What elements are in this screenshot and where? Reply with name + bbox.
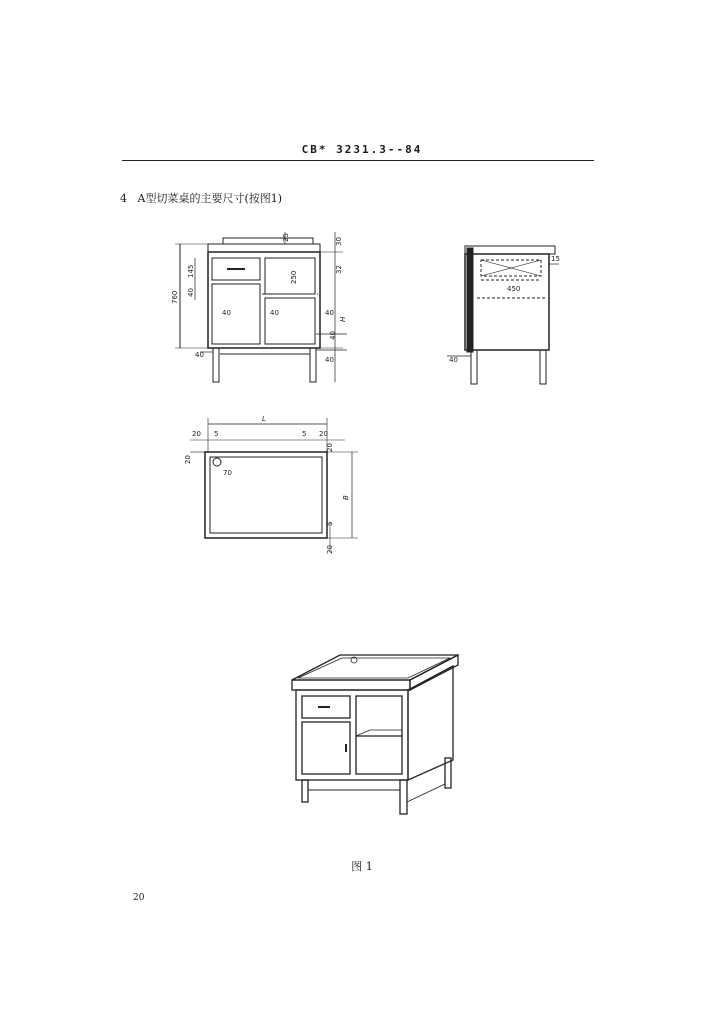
plan-outer [205, 452, 327, 538]
dim-left-margin: 20 [192, 430, 201, 438]
dim-right-lower-inner: 5 [326, 521, 334, 526]
iso-door [302, 722, 350, 774]
side-body [465, 254, 549, 350]
header-rule [122, 160, 594, 161]
dim-depth-inner: 450 [507, 285, 521, 293]
cabinet-body [208, 252, 320, 348]
dim-length-L: L [262, 415, 266, 423]
dim-leg-frame: 40 [449, 356, 458, 364]
isometric-view-drawing [290, 650, 470, 820]
dim-door-left-frame: 40 [222, 309, 231, 317]
section-title: A型切菜桌的主要尺寸(按图1) [137, 192, 283, 205]
dim-right-frame: 40 [325, 309, 334, 317]
dim-drawer-height: 145 [187, 264, 195, 278]
side-top [465, 246, 555, 254]
dim-leg-height: 40 [195, 351, 204, 359]
document-header: CB* 3231.3--84 [301, 143, 423, 156]
dim-upper-open: 250 [290, 270, 298, 284]
dim-door-right-frame: 40 [270, 309, 279, 317]
lower-compartment [265, 298, 315, 344]
section-heading [120, 190, 282, 206]
plan-view-drawing [180, 412, 370, 562]
dim-side-H: H [339, 316, 347, 322]
side-front-frame [467, 248, 473, 352]
dim-width-B: B [342, 495, 350, 500]
dim-top-offset: 25 [282, 233, 290, 242]
iso-leg-front-left [302, 780, 308, 802]
iso-front-frame [296, 690, 408, 780]
dim-top-thickness: 30 [335, 237, 343, 246]
leg-right [310, 348, 316, 382]
dim-right-inner: 5 [302, 430, 307, 438]
leg-left [213, 348, 219, 382]
iso-leg-front-right [400, 780, 407, 814]
iso-open-shelf [356, 696, 402, 774]
dim-mid-frame: 40 [187, 288, 195, 297]
iso-side-panel [408, 666, 453, 780]
door-left [212, 284, 260, 344]
side-view-drawing [447, 238, 562, 388]
iso-top-edge [292, 680, 410, 690]
drain-hole [213, 458, 221, 466]
dim-right-top: 20 [326, 443, 334, 452]
dim-bottom-margin: 20 [326, 545, 334, 554]
front-view-drawing [165, 222, 355, 392]
side-leg-back [540, 350, 546, 384]
dim-right-margin: 20 [319, 430, 328, 438]
page-number: 20 [133, 893, 145, 903]
dim-corner-top: 20 [184, 455, 192, 464]
dim-rail: 15 [551, 255, 560, 263]
section-number: 4 [120, 192, 127, 205]
dim-lower-frame: 40 [329, 331, 337, 340]
dim-overall-height: 760 [171, 290, 179, 304]
dim-left-inner: 5 [214, 430, 219, 438]
table-top [208, 244, 320, 252]
dim-drain-dia: 70 [223, 469, 232, 477]
dim-bottom-right: 40 [325, 356, 334, 364]
side-leg-front [471, 350, 477, 384]
figure-caption: 图 1 [351, 860, 373, 873]
dim-shelf-gap: 32 [335, 265, 343, 274]
top-plate [223, 238, 313, 244]
